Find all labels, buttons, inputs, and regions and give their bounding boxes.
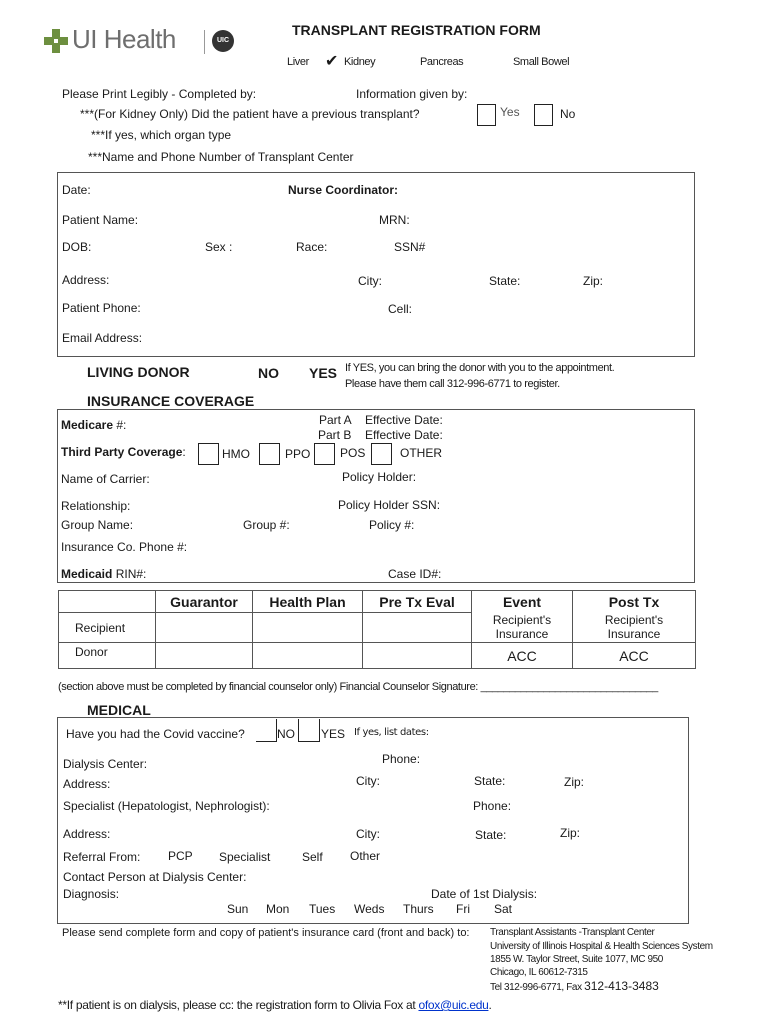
covid-no-label: NO: [277, 727, 295, 741]
covid-no-checkbox[interactable]: [256, 719, 277, 742]
post-tx-donor-acc: ACC: [573, 643, 696, 669]
donor-guarantor-cell[interactable]: [156, 643, 253, 669]
financial-table: [58, 590, 696, 669]
form-title: TRANSPLANT REGISTRATION FORM: [292, 22, 541, 38]
living-donor-note-1: If YES, you can bring the donor with you to the appointment.: [345, 362, 615, 374]
ssn-label: SSN#: [394, 240, 426, 254]
specialist-phone-label: Phone:: [473, 799, 512, 813]
donor-pre-tx-cell[interactable]: [363, 643, 472, 669]
recipient-row-label: Recipient: [59, 613, 156, 643]
organ-pancreas: Pancreas: [420, 56, 464, 68]
email-link[interactable]: ofox@uic.edu: [418, 998, 489, 1012]
patient-name-label: Patient Name:: [62, 213, 139, 227]
medicaid-label: Medicaid RIN#:: [61, 567, 147, 581]
group-name-label: Group Name:: [61, 518, 134, 532]
footer-address-line-3: 1855 W. Taylor Street, Suite 1077, MC 950: [490, 954, 663, 965]
medical-section: [57, 717, 689, 924]
referral-specialist[interactable]: Specialist: [219, 850, 271, 864]
mrn-label: MRN:: [379, 213, 410, 227]
hmo-checkbox[interactable]: [198, 443, 219, 465]
living-donor-no[interactable]: NO: [258, 365, 279, 381]
first-dialysis-label: Date of 1st Dialysis:: [431, 887, 538, 901]
event-header: Event: [472, 591, 573, 613]
dialysis-state-label: State:: [474, 774, 506, 788]
medical-title: MEDICAL: [87, 702, 151, 718]
financial-signature-note: (section above must be completed by financial counselor only) Financial Counselor Signature: _______________________________: [58, 681, 658, 693]
recipient-pre-tx-cell[interactable]: [363, 613, 472, 643]
other-label: OTHER: [400, 446, 442, 460]
carrier-label: Name of Carrier:: [61, 472, 150, 486]
third-party-label: Third Party Coverage:: [61, 445, 186, 459]
living-donor-yes[interactable]: YES: [309, 365, 338, 381]
event-donor-acc: ACC: [472, 643, 573, 669]
logo-text: UI Health: [72, 24, 176, 54]
send-form-note: Please send complete form and copy of patient's insurance card (front and back) to:: [62, 927, 470, 939]
info-given-by-label: Information given by:: [356, 87, 468, 101]
dialysis-address-label: Address:: [63, 777, 111, 791]
pos-label: POS: [340, 446, 366, 460]
prev-transplant-question: ***(For Kidney Only) Did the patient have a previous transplant?: [80, 107, 420, 121]
uic-badge: UIC: [212, 30, 234, 52]
sex-label: Sex :: [205, 240, 233, 254]
email-label: Email Address:: [62, 331, 143, 345]
guarantor-header: Guarantor: [156, 591, 253, 613]
day-sun[interactable]: Sun: [227, 902, 249, 916]
post-tx-header: Post Tx: [573, 591, 696, 613]
recipient-guarantor-cell[interactable]: [156, 613, 253, 643]
medicare-label: Medicare #:: [61, 418, 127, 432]
dob-label: DOB:: [62, 240, 92, 254]
specialist-zip-label: Zip:: [560, 826, 581, 840]
prev-transplant-no-label: No: [560, 107, 576, 121]
diagnosis-label: Diagnosis:: [63, 887, 120, 901]
state-label: State:: [489, 274, 521, 288]
living-donor-label: LIVING DONOR: [87, 364, 190, 380]
nurse-coordinator-label: Nurse Coordinator:: [288, 183, 399, 197]
policy-holder-label: Policy Holder:: [342, 470, 417, 484]
health-plan-header: Health Plan: [253, 591, 363, 613]
completed-by-label: Please Print Legibly - Completed by:: [62, 87, 257, 101]
covid-list-dates: If yes, list dates:: [354, 727, 429, 738]
race-label: Race:: [296, 240, 328, 254]
other-checkbox[interactable]: [371, 443, 392, 465]
covid-yes-checkbox[interactable]: [298, 719, 320, 742]
donor-health-plan-cell[interactable]: [253, 643, 363, 669]
dialysis-center-label: Dialysis Center:: [63, 757, 148, 771]
part-a-effective-label: Effective Date:: [365, 413, 443, 427]
transplant-center-label: ***Name and Phone Number of Transplant Center: [88, 150, 354, 164]
insurance-title: INSURANCE COVERAGE: [87, 393, 255, 409]
organ-small-bowel: Small Bowel: [513, 56, 570, 68]
recipient-health-plan-cell[interactable]: [253, 613, 363, 643]
patient-info-section: [57, 172, 695, 357]
organ-liver: Liver: [287, 56, 309, 68]
covid-question: Have you had the Covid vaccine?: [66, 727, 245, 741]
footer-address-line-2: University of Illinois Hospital & Health Sciences System: [490, 941, 713, 952]
logo-divider: [204, 30, 205, 54]
patient-phone-label: Patient Phone:: [62, 301, 141, 315]
part-b-label: Part B: [318, 428, 352, 442]
pre-tx-eval-header: Pre Tx Eval: [363, 591, 472, 613]
footer-address-line-4: Chicago, IL 60612-7315: [490, 967, 588, 978]
day-fri[interactable]: Fri: [456, 902, 470, 916]
donor-row-label: Donor: [59, 643, 156, 669]
specialist-state-label: State:: [475, 828, 507, 842]
post-tx-recipient-insurance: Recipient's Insurance: [573, 613, 696, 643]
day-sat[interactable]: Sat: [494, 902, 513, 916]
day-tues[interactable]: Tues: [309, 902, 336, 916]
prev-transplant-yes-label: Yes: [500, 105, 520, 119]
ppo-label: PPO: [285, 447, 311, 461]
referral-other[interactable]: Other: [350, 849, 381, 863]
organ-kidney: Kidney: [344, 56, 376, 68]
which-organ-label: ***If yes, which organ type: [91, 128, 232, 142]
dialysis-city-label: City:: [356, 774, 380, 788]
date-label: Date:: [62, 183, 91, 197]
zip-label: Zip:: [583, 274, 604, 288]
event-recipient-insurance: Recipient's Insurance: [472, 613, 573, 643]
specialist-label: Specialist (Hepatologist, Nephrologist):: [63, 799, 270, 813]
day-weds[interactable]: Weds: [354, 902, 385, 916]
prev-transplant-yes-checkbox[interactable]: [477, 104, 496, 126]
kidney-checkmark-icon: ✔: [325, 53, 339, 70]
covid-yes-label: YES: [321, 727, 346, 741]
cell-label: Cell:: [388, 302, 413, 316]
case-id-label: Case ID#:: [388, 567, 442, 581]
dialysis-zip-label: Zip:: [564, 775, 585, 789]
day-thurs[interactable]: Thurs: [403, 902, 434, 916]
living-donor-note-2: Please have them call 312-996-6771 to register.: [345, 378, 560, 390]
specialist-address-label: Address:: [63, 827, 111, 841]
pos-checkbox[interactable]: [314, 443, 335, 465]
day-mon[interactable]: Mon: [266, 902, 290, 916]
group-number-label: Group #:: [243, 518, 290, 532]
hmo-label: HMO: [222, 447, 250, 461]
dialysis-cc-note: **If patient is on dialysis, please cc: the registration form to Olivia Fox at ofox@uic.edu.: [58, 998, 492, 1012]
policy-holder-ssn-label: Policy Holder SSN:: [338, 498, 441, 512]
specialist-city-label: City:: [356, 827, 380, 841]
part-a-label: Part A: [319, 413, 352, 427]
city-label: City:: [358, 274, 382, 288]
contact-person-label: Contact Person at Dialysis Center:: [63, 870, 247, 884]
referral-self[interactable]: Self: [302, 850, 323, 864]
referral-pcp[interactable]: PCP: [168, 849, 193, 863]
referral-from-label: Referral From:: [63, 850, 141, 864]
ui-health-cross-icon: [44, 29, 68, 53]
ppo-checkbox[interactable]: [259, 443, 280, 465]
footer-tel-fax: Tel 312-996-6771, Fax 312-413-3483: [490, 979, 659, 993]
insurance-phone-label: Insurance Co. Phone #:: [61, 540, 188, 554]
relationship-label: Relationship:: [61, 499, 131, 513]
policy-number-label: Policy #:: [369, 518, 415, 532]
prev-transplant-no-checkbox[interactable]: [534, 104, 553, 126]
part-b-effective-label: Effective Date:: [365, 428, 443, 442]
address-label: Address:: [62, 273, 110, 287]
footer-address-line-1: Transplant Assistants -Transplant Center: [490, 927, 655, 938]
medical-phone-label: Phone:: [382, 752, 421, 766]
